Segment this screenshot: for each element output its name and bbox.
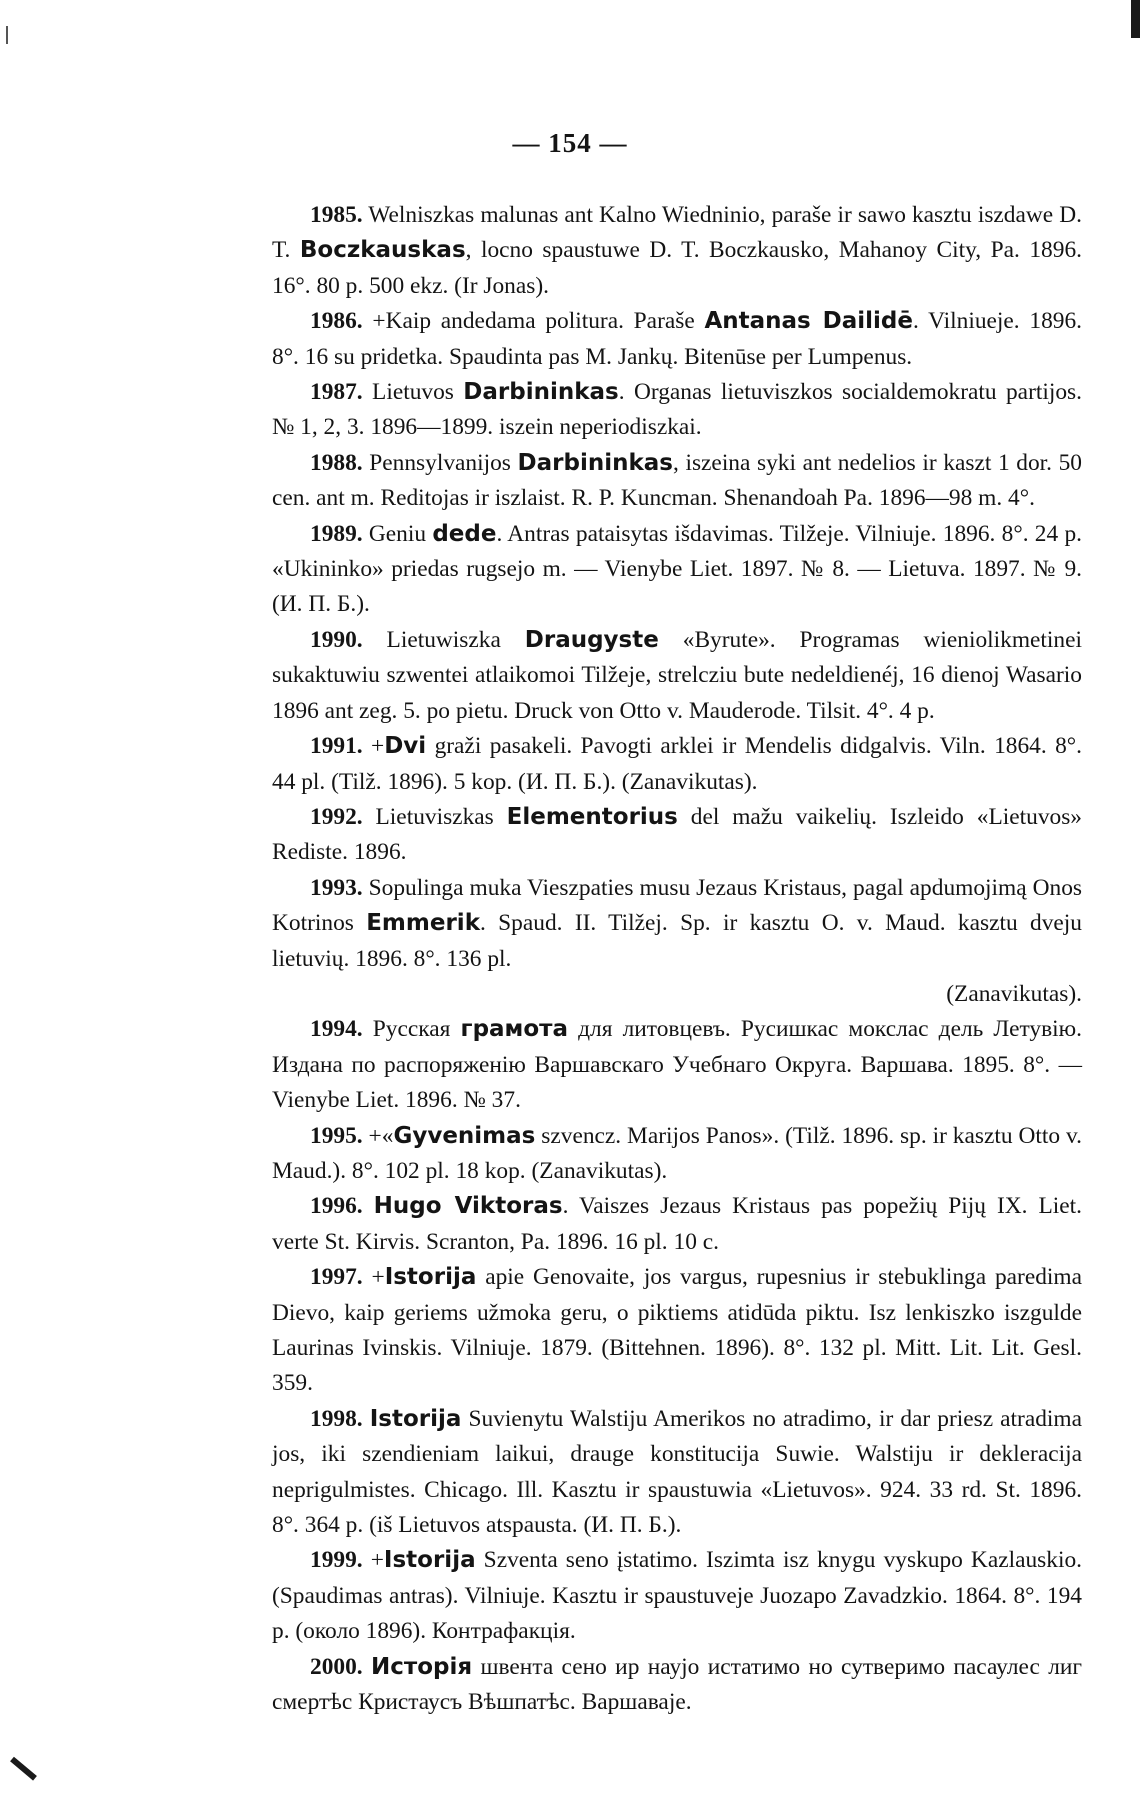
entry-text: Pennsylvanijos [362,449,518,476]
scan-mark [6,26,8,44]
entry-number: 1998. [310,1405,363,1432]
entry-text [363,1654,371,1680]
entry-keyword: dede [432,520,497,547]
entry-keyword: Istorija [384,1264,477,1291]
entry-number: 1992. [310,803,363,830]
entry-text: Welniszkas malunas ant Kalno Wiedninio, paraše ir sawo kasztu iszdawe D. T. [272,202,1082,264]
entry-1995 [272,1119,1082,1190]
entry-text: швента сено ир наујо истатимо но сутверимо пасаулес лиг смертѣс Кристаусъ Вѣшпатѣс. Варшаваje. [272,1653,1082,1716]
entry-keyword: Hugo Viktoras [373,1193,563,1220]
entry-number: 1988. [310,449,363,476]
entry-keyword: Istorija [383,1547,476,1574]
entry-text: graži pasakeli. Pavogti arklei ir Mendelis didgalvis. Viln. 1864. 8°. 44 pl. (Tilž. 1896). 5 kop. (И. П. Б.). (Zanavikutas). [272,733,1082,795]
entry-keyword: Gyvenimas [393,1122,536,1149]
entry-1987 [272,375,1082,446]
entry-text: . Spaud. II. Tilžej. Sp. ir kasztu O. v. Maud. kasztu dveju lietuvių. 1896. 8°. 136 pl. [272,910,1082,972]
entry-keyword: Исторія [371,1653,473,1680]
entry-1994 [272,1012,1082,1118]
entry-text [363,1406,370,1432]
entry-number: 1987. [310,379,363,406]
entry-text: Geniu [362,520,433,547]
entry-number: 1999. [310,1547,363,1574]
entry-keyword: Antanas Dailidē [704,308,913,335]
scan-corner-mark [10,1757,37,1781]
page-number: — 154 — [512,128,628,158]
entry-text: + [362,1264,385,1291]
entry-keyword: Emmerik [366,910,480,937]
entry-text: + [362,733,385,760]
entry-text: +« [362,1122,394,1149]
entry-number: 1993. [310,874,363,901]
entry-1989 [272,517,1082,623]
entry-text: . Vaiszes Jezaus Kristaus pas popežių Pijų IX. Liet. verte St. Kirvis. Scranton, Pa. 1896. 16 pl. 10 c. [272,1193,1082,1255]
entry-number: 1990. [310,626,363,653]
entry-text: Suvienytu Walstiju Amerikos no atradimo, ir dar priesz atradima jos, iki szendieniam laikui, drauge konstitucija Suwie. Walstiju ir dekleracija neprigulmistes. Chicago. Ill. Kasztu ir spaustuwia «Lietuvos». 924. 33 rd. St. 1896. 8°. 364 p. (iš Lietuvos atspausta. (И. П. Б.). [272,1405,1082,1539]
entry-text: Sopulinga muka Vieszpaties musu Jezaus Kristaus, pagal apdumojimą Onos Kotrinos [272,874,1082,937]
entry-text: del mažu vaikelių. Iszleido «Lietuvos» Rediste. 1896. [272,803,1083,866]
entry-text: + [362,1547,384,1574]
entry-keyword: Elementorius [506,803,678,830]
entry-text: Lietuwiszka [362,626,525,653]
entry-keyword: Boczkauskas [299,237,466,264]
entry-2000 [272,1650,1082,1721]
entry-text [363,1193,374,1219]
entry-1993 [272,871,1082,977]
entry-number: 1997. [310,1264,363,1291]
entry-text: Русская [362,1016,461,1043]
bibliography-entries [272,198,1082,1720]
entry-text: szvencz. Marijos Panos». (Tilž. 1896. sp. ir kasztu Otto v. Maud.). 8°. 102 pl. 18 kop. (Zanavikutas). [272,1122,1082,1184]
entry-text: +Kaip andedama politura. Paraše [362,308,705,335]
entry-1997 [272,1260,1082,1402]
entry-keyword: Dvi [384,733,427,760]
entry-number: 1985. [310,202,363,228]
entry-keyword: Istorija [369,1405,462,1432]
entry-number: 1989. [310,520,363,547]
entry-number: 1991. [310,733,363,760]
entry-keyword: Darbininkas [517,449,673,476]
entry-1992 [272,800,1082,871]
entry-number: 1986. [310,308,363,335]
entry-1999 [272,1543,1082,1649]
entry-1990 [272,623,1082,729]
scan-edge-mark [1131,0,1140,38]
entry-number: 1995. [310,1122,363,1149]
entry-number: 1996. [310,1193,363,1220]
entry-text: для литовцевъ. Русишкас мокслас дель Летувію. Издана по распоряженію Варшавскаго Учебнаго Округа. Варшава. 1895. 8°. — Vienybe Liet. 1896. № 37. [272,1016,1082,1114]
entry-text: Szventa seno įstatimo. Iszimta isz knygu vyskupo Kazlauskio. (Spaudimas antras). Vilniuje. Kasztu ir spaustuveje Juozapo Zavadzkio. 1864. 8°. 194 p. (около 1896). Контрафакція. [272,1547,1082,1645]
entry-text: , iszeina syki ant nedelios ir kaszt 1 dor. 50 cen. ant m. Reditojas ir iszlaist. R. P. Kuncman. Shenandoah Pa. 1896—98 m. 4°. [272,449,1083,512]
entry-1998 [272,1402,1082,1544]
entry-1996 [272,1189,1082,1260]
entry-1991 [272,729,1082,800]
entry-text: . Vilniueje. 1896. 8°. 16 su pridetka. Spaudinta pas M. Jankų. Bitenūse per Lumpenus. [272,308,1083,370]
entry-text: Lietuviszkas [362,803,507,830]
entry-keyword: грамота [460,1016,568,1043]
entry-text: Lietuvos [362,379,464,406]
entry-text: apie Genovaite, jos vargus, rupesnius ir stebuklinga paredima Dievo, kaip geriems užmoka geru, o piktiems atidūda piktu. Isz lenkiszko iszgulde Laurinas Ivinskis. Vilniuje. 1879. (Bittehnen. 1896). 8°. 132 pl. Mitt. Lit. Lit. Gesl. 359. [272,1264,1082,1397]
entry-text: «Byrute». Programas wieniolikmetinei sukaktuwiu szwentei atlaikomoi Tilžeje, strelcziu bute nedeldienéj, 16 dienoj Wasario 1896 ant zeg. 5. po pietu. Druck von Otto v. Mauderode. Tilsit. 4°. 4 p. [272,626,1082,724]
entry-1986 [272,304,1082,375]
entry-text: , locno spaustuwe D. T. Boczkausko, Mahanoy City, Pa. 1896. 16°. 80 p. 500 ekz. (Ir Jonas). [272,237,1082,299]
entry-number: 1994. [310,1016,363,1043]
entry-text: . Antras pataisytas išdavimas. Tilžeje. Vilniuje. 1896. 8°. 24 p. «Ukininko» priedas rugsejo m. — Vienybe Liet. 1897. № 8. — Lietuva. 1897. № 9. (И. П. Б.). [272,520,1083,618]
entry-1985 [272,198,1082,304]
entry-1993-continuation: (Zanavikutas). [946,980,1082,1007]
entry-keyword: Darbininkas [463,379,619,406]
entry-text: . Organas lietuviszkos socialdemokratu partijos. № 1, 2, 3. 1896—1899. iszein neperiodiszkai. [272,379,1082,441]
entry-number: 2000. [310,1653,363,1680]
entry-1988 [272,446,1082,517]
entry-keyword: Draugyste [524,626,659,653]
